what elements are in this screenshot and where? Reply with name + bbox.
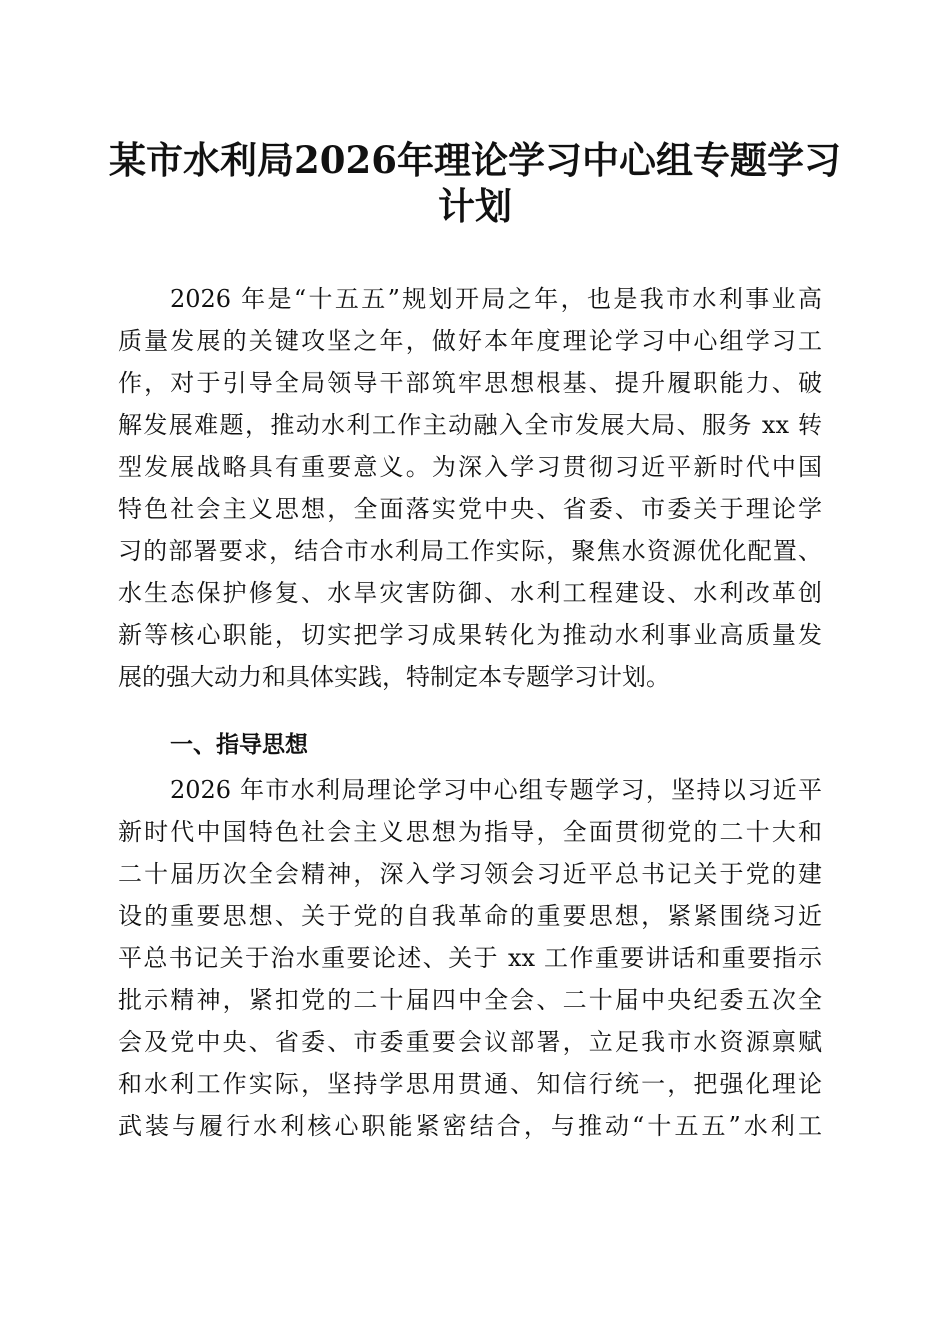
paragraph-line: 特色社会主义思想，全面落实党中央、省委、市委关于理论学	[118, 495, 822, 523]
paragraph-line: 水生态保护修复、水旱灾害防御、水利工程建设、水利改革创	[118, 579, 822, 607]
paragraph-line: 习的部署要求，结合市水利局工作实际，聚焦水资源优化配置、	[118, 537, 822, 565]
section-heading-guiding-ideology: 一、指导思想	[170, 732, 308, 758]
paragraph-line: 质量发展的关键攻坚之年，做好本年度理论学习中心组学习工	[118, 327, 822, 355]
paragraph-line: 会及党中央、省委、市委重要会议部署，立足我市水资源禀赋	[118, 1028, 822, 1056]
document-title-line-1: 某市水利局2026年理论学习中心组专题学习	[109, 138, 841, 182]
paragraph-line: 设的重要思想、关于党的自我革命的重要思想，紧紧围绕习近	[118, 902, 822, 930]
paragraph-line: 作，对于引导全局领导干部筑牢思想根基、提升履职能力、破	[118, 369, 822, 397]
section1-paragraph	[118, 769, 838, 1147]
intro-paragraph	[118, 278, 838, 698]
paragraph-line: 和水利工作实际，坚持学思用贯通、知信行统一，把强化理论	[118, 1070, 822, 1098]
document-title-line-2: 计划	[438, 184, 512, 228]
paragraph-line: 新等核心职能，切实把学习成果转化为推动水利事业高质量发	[118, 621, 822, 649]
paragraph-line: 新时代中国特色社会主义思想为指导，全面贯彻党的二十大和	[118, 818, 822, 846]
paragraph-line: 2026 年是“十五五”规划开局之年，也是我市水利事业高	[170, 285, 822, 313]
paragraph-line: 平总书记关于治水重要论述、关于 xx 工作重要讲话和重要指示	[118, 944, 822, 972]
paragraph-line: 型发展战略具有重要意义。为深入学习贯彻习近平新时代中国	[118, 453, 822, 481]
paragraph-line: 二十届历次全会精神，深入学习领会习近平总书记关于党的建	[118, 860, 822, 888]
paragraph-line: 解发展难题，推动水利工作主动融入全市发展大局、服务 xx 转	[118, 411, 822, 439]
paragraph-line: 批示精神，紧扣党的二十届四中全会、二十届中央纪委五次全	[118, 986, 822, 1014]
paragraph-line: 展的强大动力和具体实践，特制定本专题学习计划。	[118, 663, 670, 691]
paragraph-line: 武装与履行水利核心职能紧密结合，与推动“十五五”水利工	[118, 1112, 822, 1140]
paragraph-line: 2026 年市水利局理论学习中心组专题学习，坚持以习近平	[170, 776, 822, 804]
